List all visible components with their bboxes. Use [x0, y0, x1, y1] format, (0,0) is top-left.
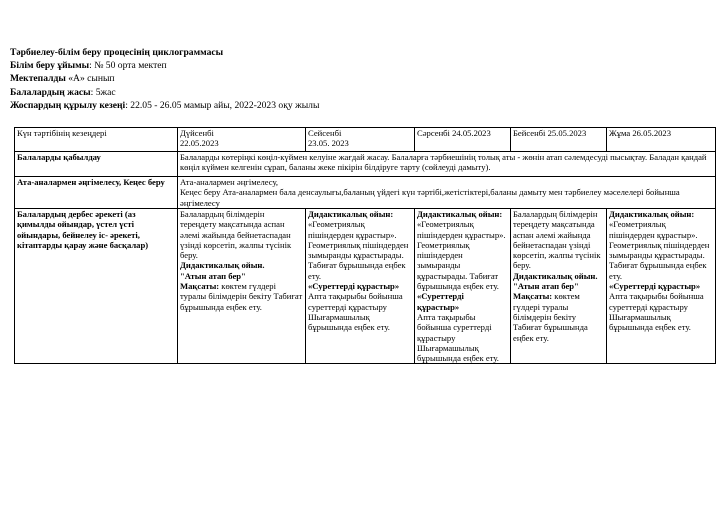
period-label: Жоспардың құрылу кезеңі: [10, 99, 126, 111]
school-label: Білім беру ұйымы: [10, 60, 90, 72]
activity-thursday: Балалардың білімдерін тереңдету мақсатында аспан әлемі жайында бейнетаспадан үзінді көрсетіп, жалпы түсінік беру. Дидактикалық ойын. "Атын атап бер" Мақсаты: көктем гүлдері туралы білімдерін бекіту Табиғат бұрышында еңбек ету.: [511, 209, 607, 364]
table-row: [15, 152, 716, 177]
activity-tuesday: Дидактикалық ойын: «Геометриялық пішіндерден құрастыр». Геометриялық пішіндерден зымыранды құрастырады. Табиғат бұрышында еңбек ету. «Суреттерді құрастыр» Апта тақырыбы бойынша суреттерді құрастыру Шығармашылық бұрышында еңбек ету.: [306, 209, 415, 364]
row-label-reception: Балаларды қабылдау: [15, 152, 178, 177]
document-title: Тәрбиелеу-білім беру процесінің циклограммасы: [10, 47, 224, 58]
day-header-friday: Жұма 26.05.2023: [607, 128, 716, 152]
day-header-wednesday: Сәрсенбі 24.05.2023: [415, 128, 511, 152]
art-label: «Суреттерді құрастыр»: [308, 281, 400, 292]
cyclogram-table: [14, 127, 716, 364]
age-line: [10, 86, 319, 99]
reception-text: Балаларды көтеріңкі көңіл-күймен келуіне жағдай жасау. Балаларға тәрбиешінің толық аты - жөнін атап сәлемдесуді пысықтау. Баладан қандай көңіл күймен келгенін сұрап, баланы жеке пікірін білдіруге тарту (сөйлеуді дамыту).: [178, 152, 716, 177]
game-name: "Атын атап бер": [513, 281, 579, 292]
period-line: [10, 99, 319, 112]
age-value: : 5жас: [90, 86, 116, 98]
art-label: «Суреттерді құрастыр»: [417, 291, 464, 312]
school-line: [10, 59, 319, 72]
row-label-parents: Ата-аналармен әңгімелесу, Кеңес беру: [15, 177, 178, 209]
group-line: [10, 72, 319, 85]
table-header-row: [15, 128, 716, 152]
game-label: Дидактикалық ойын.: [180, 260, 265, 271]
parents-text: [178, 177, 716, 209]
table-row: [15, 177, 716, 209]
parents-line1: Ата-аналармен әңгімелесу,: [180, 177, 279, 187]
activity-wednesday: Дидактикалық ойын: «Геометриялық пішіндерден құрастыр». Геометриялық пішіндерден зымыранды құрастырады. Табиғат бұрышында еңбек ету. «Суреттерді құрастыр» Апта тақырыбы бойынша суреттерді құрастыру Шығармашылық бұрышында еңбек ету.: [415, 209, 511, 364]
row-label-independent-activity: Балалардың дербес әрекеті (аз қимылды ойындар, үстел үсті ойындары, бейнелеу іс- әрекеті, кітаптарды қарау және басқалар): [15, 209, 178, 364]
day-header-monday: Дүйсенбі 22.05.2023: [178, 128, 306, 152]
parents-line2: Кеңес беру Ата-аналармен бала денсаулығы,баланың үйдегі күн тәртібі,жетістіктері,баланы дамыту мен тәрбиелеу мәселелері бойынша әңгімелесу: [180, 187, 680, 208]
activity-monday: Балалардың білімдерін тереңдету мақсатында аспан әлемі жайында бейнетаспадан үзінді көрсетіп, жалпы түсінік беру. Дидактикалық ойын. "Атын атап бер" Мақсаты: көктем гүлдері туралы білімдерін бекіту Табиғат бұрышында еңбек ету.: [178, 209, 306, 364]
school-value: : № 50 орта мектеп: [89, 60, 167, 72]
document-header: [10, 46, 319, 112]
art-label: «Суреттерді құрастыр»: [609, 281, 701, 292]
activity-friday: Дидактикалық ойын: «Геометриялық пішіндерден құрастыр». Геометриялық пішіндерден зымыранды құрастырады. Табиғат бұрышында еңбек ету. «Суреттерді құрастыр» Апта тақырыбы бойынша суреттерді құрастыру Шығармашылық бұрышында еңбек ету.: [607, 209, 716, 364]
group-label: Мектепалды: [10, 73, 66, 85]
group-value: «А» сынып: [65, 73, 115, 85]
table-row: [15, 209, 716, 364]
game-label: Дидактикалық ойын.: [513, 270, 598, 281]
table-header-cell: Күн тәртібінің кезеңдері: [15, 128, 178, 152]
age-label: Балалардың жасы: [10, 86, 91, 98]
day-header-tuesday: Сейсенбі 23.05. 2023: [306, 128, 415, 152]
period-value: : 22.05 - 26.05 мамыр айы, 2022-2023 оқу жылы: [125, 99, 320, 111]
game-name: "Атын атап бер": [180, 270, 246, 281]
day-header-thursday: Бейсенбі 25.05.2023: [511, 128, 607, 152]
